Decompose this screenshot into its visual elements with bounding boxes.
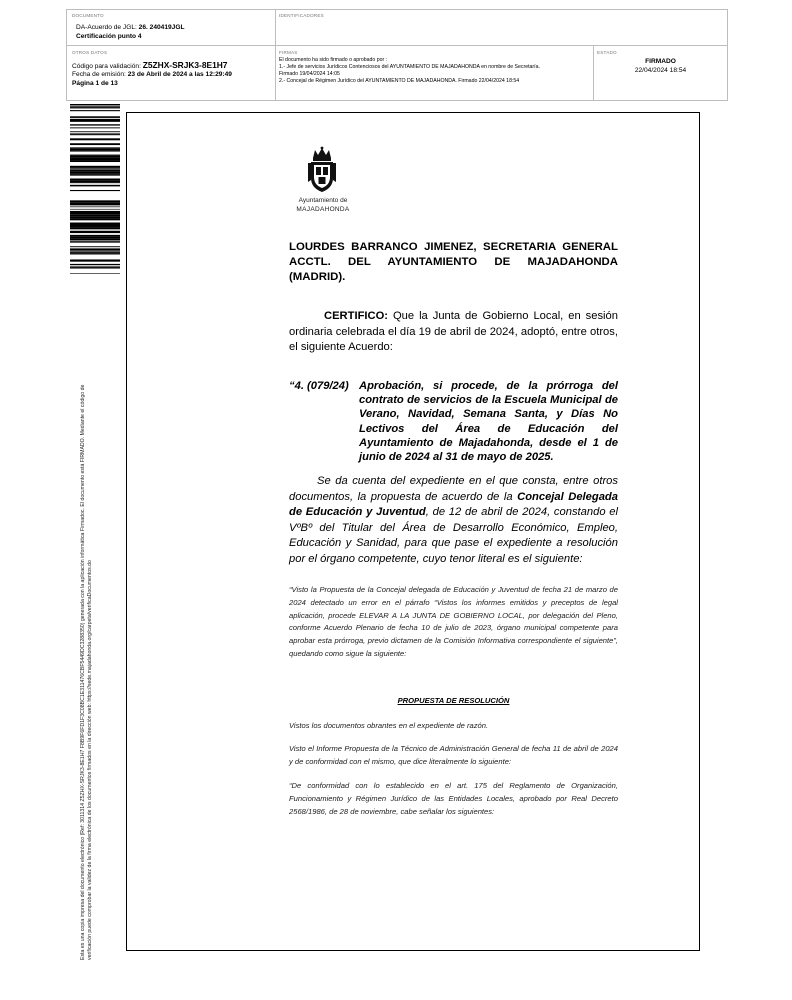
barcode-bar bbox=[70, 158, 120, 160]
verification-side-text bbox=[80, 385, 94, 960]
barcode-bar bbox=[70, 147, 120, 148]
identificadores-caption: IDENTIFICADORES bbox=[279, 13, 324, 18]
majadahonda-coat-of-arms-icon bbox=[304, 146, 340, 194]
proposal-paragraph-3: “De conformidad con lo establecido en el art. 175 del Reglamento de Organización, Funcionamiento y Régimen Jurídico de las Entidades Locales, aprobado por Real Decreto 2568/1986, de 28 de noviembre, cabe señalar los siguientes: bbox=[289, 781, 618, 816]
barcode-bar bbox=[70, 173, 120, 175]
agenda-text: Aprobación, si procede, de la prórroga del contrato de servicios de la Escuela Municipal de Verano, Navidad, Semana Santa, y Días No Lectivos del Área de Educación del Ayuntamiento de Majadahonda, desde el 1 de junio de 2024 al 31 de mayo de 2025. bbox=[359, 380, 618, 464]
barcode-bar bbox=[70, 235, 120, 237]
page-count: Página 1 de 13 bbox=[72, 80, 118, 87]
barcode-bar bbox=[70, 127, 120, 128]
barcode-bar bbox=[70, 252, 120, 253]
barcode-bar bbox=[70, 238, 120, 240]
body-paragraph: Se da cuenta del expediente en el que consta, entre otros documentos, la propuesta de acuerdo de la Concejal Delegada de Educación y Juventud, de 12 de abril de 2024, constando el VºBº del Titular del Área de Desarrollo Económico, Empleo, Educación y Sanidad, para que pase el expediente a resolución por el órgano competente, cuyo tenor literal es el siguiente: bbox=[289, 475, 618, 565]
otros-datos-caption: OTROS DATOS bbox=[72, 50, 108, 55]
barcode-bar bbox=[70, 106, 120, 107]
document-header bbox=[66, 9, 728, 101]
barcode-bar bbox=[70, 178, 120, 180]
barcode-bar bbox=[70, 110, 120, 111]
barcode-bar bbox=[70, 150, 120, 151]
barcode-bar bbox=[70, 143, 120, 145]
estado-date: 22/04/2024 18:54 bbox=[634, 67, 687, 74]
barcode-bar bbox=[70, 226, 120, 228]
barcode-bar bbox=[70, 228, 120, 230]
firmas-caption: FIRMAS bbox=[279, 50, 298, 55]
barcode-bar bbox=[70, 273, 120, 274]
barcode-bar bbox=[70, 224, 120, 226]
side-text-line-1: Esta es una copia impresa del documento electrónico (Ref: 3011314 Z5ZHX-SRJK3-8E1H7 F8B9F6FD1F3C08BC1E311476CBF5449DC3288350) generada con la aplicación informática Firmadoc. El documento está FIRMADO. Mediante el código de bbox=[80, 384, 86, 960]
barcode-bar bbox=[70, 231, 120, 233]
barcode-bar bbox=[70, 133, 120, 134]
barcode-bar bbox=[70, 266, 120, 267]
certifico-text: Que la Junta de Gobierno Local, en sesión ordinaria celebrada el día 19 de abril de 2024, adoptó, entre otros, el siguiente Acuerdo: bbox=[289, 310, 618, 354]
barcode-bar bbox=[70, 200, 120, 201]
barcode-bar bbox=[70, 108, 120, 109]
barcode-bar bbox=[70, 121, 120, 122]
barcode-bar bbox=[70, 119, 120, 121]
proposal-heading: PROPUESTA DE RESOLUCIÓN bbox=[397, 696, 510, 705]
barcode-bar bbox=[70, 201, 120, 202]
logo-line-2: MAJADAHONDA bbox=[296, 206, 350, 213]
firmas-line-2: 1.- Jefe de servicios Jurídicos Contenciosos del AYUNTAMIENTO DE MAJADAHONDA en nombre de Secretaría. bbox=[279, 64, 540, 70]
issue-date: Fecha de emisión: 23 de Abril de 2024 a las 12:29:49 bbox=[72, 71, 232, 78]
barcode-bar bbox=[70, 219, 120, 220]
barcode-bar bbox=[70, 156, 120, 158]
logo-line-1: Ayuntamiento de bbox=[298, 197, 348, 204]
barcode-bar bbox=[70, 182, 120, 183]
barcode-bar bbox=[70, 237, 120, 239]
barcode-bar bbox=[70, 203, 120, 205]
doc-reference: DA-Acuerdo de JGL: 26. 240419JGL bbox=[76, 24, 185, 31]
firmas-line-3: Firmado 19/04/2024 14:05 bbox=[279, 71, 340, 77]
barcode-bar bbox=[70, 149, 120, 150]
concejal-delegada: Concejal Delegada de Educación y Juventud bbox=[289, 490, 618, 519]
barcode-bar bbox=[70, 209, 120, 210]
barcode-bar bbox=[70, 217, 120, 219]
barcode-bar bbox=[70, 267, 120, 268]
barcode-bar bbox=[70, 104, 120, 105]
barcode-bar bbox=[70, 211, 120, 213]
barcode-bar bbox=[70, 241, 120, 242]
barcode-bar bbox=[70, 168, 120, 169]
certifico-paragraph bbox=[289, 309, 618, 356]
validation-code: Código para validación: Z5ZHX-SRJK3-8E1H7 bbox=[72, 60, 228, 70]
barcode bbox=[70, 104, 120, 274]
proposal-paragraph-1: Vistos los documentos obrantes en el expediente de razón. bbox=[289, 721, 489, 730]
barcode-bar bbox=[70, 248, 120, 250]
barcode-bar bbox=[70, 215, 120, 217]
barcode-bar bbox=[70, 223, 120, 225]
barcode-bar bbox=[70, 160, 120, 162]
barcode-bar bbox=[70, 124, 120, 125]
barcode-bar bbox=[70, 116, 120, 118]
certifico-label: CERTIFICO: bbox=[324, 310, 389, 322]
barcode-bar bbox=[70, 180, 120, 182]
barcode-bar bbox=[70, 202, 120, 203]
barcode-bar bbox=[70, 213, 120, 215]
agenda-number: “4. (079/24) bbox=[289, 380, 349, 392]
barcode-bar bbox=[70, 171, 120, 172]
barcode-bar bbox=[70, 138, 120, 140]
firmas-line-4: 2.- Concejal de Régimen Jurídico del AYUNTAMIENTO DE MAJADAHONDA. Firmado 22/04/2024 18:54 bbox=[279, 78, 520, 84]
barcode-bar bbox=[70, 206, 120, 207]
doc-subtitle: Certificación punto 4 bbox=[76, 33, 142, 40]
side-text-line-2: verificación puede comprobar la validez de la firma electrónica de los documentos firmados en la dirección web: https://sede.majadahonda.org/carpeta/verificaDocumentos.do bbox=[87, 560, 93, 960]
barcode-bar bbox=[70, 246, 120, 247]
barcode-bar bbox=[70, 155, 120, 156]
barcode-bar bbox=[70, 134, 120, 135]
firmas-line-1: El documento ha sido firmado o aprobado por : bbox=[279, 57, 388, 63]
estado-value: FIRMADO bbox=[645, 58, 676, 65]
proposal-paragraph-2: Visto el Informe Propuesta de la Técnico de Administración General de fecha 11 de abril de 2024 y de conformidad con el mismo, que dice literalmente lo siguiente: bbox=[289, 744, 618, 766]
barcode-bar bbox=[70, 251, 120, 252]
barcode-bar bbox=[70, 172, 120, 173]
barcode-bar bbox=[70, 253, 120, 254]
proposal-intro: “Visto la Propuesta de la Concejal delegada de Educación y Juventud de fecha 21 de marzo de 2024 detectado un error en el párrafo “Vistos los informes emitidos y preceptos de legal aplicación, procede ELEVAR A LA JUNTA DE GOBIERNO LOCAL, por delegación del Pleno, conforme Acuerdo Plenario de fecha 10 de julio de 2023, órgano municipal competente para aprobar esta prórroga, previo dictamen de la Comisión Informativa correspondiente el siguiente”, quedando como sigue la siguiente: bbox=[289, 585, 618, 658]
barcode-bar bbox=[70, 185, 120, 187]
barcode-bar bbox=[70, 166, 120, 168]
barcode-bar bbox=[70, 169, 120, 171]
barcode-bar bbox=[70, 214, 120, 215]
estado-caption: ESTADO bbox=[597, 50, 617, 55]
barcode-bar bbox=[70, 175, 120, 176]
documento-caption: DOCUMENTO bbox=[72, 13, 104, 18]
barcode-bar bbox=[70, 264, 120, 265]
barcode-bar bbox=[70, 259, 120, 261]
barcode-bar bbox=[70, 190, 120, 191]
certificate-title: LOURDES BARRANCO JIMENEZ, SECRETARIA GENERAL ACCTL. DEL AYUNTAMIENTO DE MAJADAHONDA (MADRID). bbox=[289, 241, 618, 283]
barcode-bar bbox=[70, 131, 120, 132]
